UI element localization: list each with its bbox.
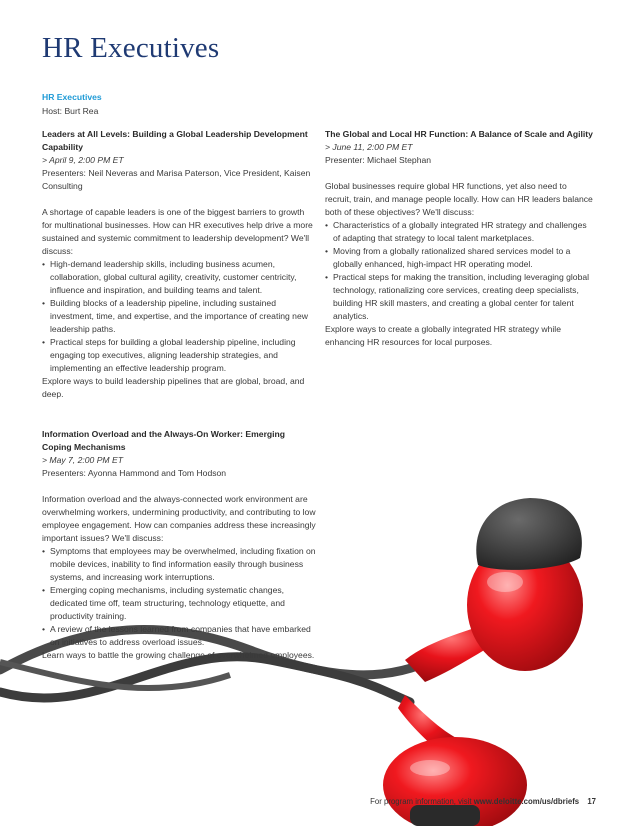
session-date: > April 9, 2:00 PM ET — [42, 155, 124, 165]
footer-link[interactable]: www.deloitte.com/us/dbriefs — [473, 797, 580, 806]
bullet-list — [325, 219, 595, 323]
footer — [370, 797, 596, 806]
page-title: HR Executives — [42, 32, 220, 64]
earbud-highlight — [487, 572, 523, 592]
list-item: • Practical steps for building a global leadership pipeline, including engaging top executives, aligning leadership strategies, and implementing an effective leadership program. — [42, 336, 316, 375]
session-leadership — [42, 128, 316, 401]
list-item: • Emerging coping mechanisms, including systematic changes, dedicated time off, team structuring, technology etiquette, and productivity training. — [42, 584, 316, 623]
left-column — [42, 128, 316, 676]
list-item: • High-demand leadership skills, including business acumen, collaboration, global cultural agility, creativity, customer centricity, influence and inspiration, and building teams and talent. — [42, 258, 316, 297]
session-closing: Explore ways to create a globally integrated HR strategy while enhancing HR resources for local purposes. — [325, 324, 561, 347]
host-line: Host: Burt Rea — [42, 106, 99, 116]
list-item: • Building blocks of a leadership pipeline, including sustained investment, time, and expertise, and the importance of creating new leadership paths. — [42, 297, 316, 336]
session-title: Leaders at All Levels: Building a Global Leadership Development Capability — [42, 129, 308, 152]
session-title: The Global and Local HR Function: A Balance of Scale and Agility — [325, 129, 593, 139]
bullet-list — [42, 545, 316, 649]
session-presenters: Presenter: Michael Stephan — [325, 155, 432, 165]
session-presenters: Presenters: Neil Neveras and Marisa Paterson, Vice President, Kaisen Consulting — [42, 168, 311, 191]
session-information-overload — [42, 428, 316, 662]
footer-text: For program information, visit — [370, 797, 472, 806]
earbud-highlight — [410, 760, 450, 776]
session-intro: Information overload and the always-connected work environment are overwhelming workers, undermining productivity, and contributing to low employee engagement. How can companies address these increasingly important issues? We'll discuss: — [42, 494, 316, 543]
list-item: • Symptoms that employees may be overwhelmed, including fixation on mobile devices, inability to find information easily through business systems, and increasing work interruptions. — [42, 545, 316, 584]
session-date: > May 7, 2:00 PM ET — [42, 455, 123, 465]
session-closing: Learn ways to battle the growing challenge of overwhelmed employees. — [42, 650, 315, 660]
list-item: • A review of the lessons learned from companies that have embarked on initiatives to address overload issues. — [42, 623, 316, 649]
session-date: > June 11, 2:00 PM ET — [325, 142, 413, 152]
session-intro: Global businesses require global HR functions, yet also need to recruit, train, and manage people locally. How can HR leaders balance both of these objectives? We'll discuss: — [325, 181, 593, 217]
session-title: Information Overload and the Always-On Worker: Emerging Coping Mechanisms — [42, 429, 286, 452]
bullet-list — [42, 258, 316, 375]
section-label: HR Executives — [42, 92, 102, 102]
list-item: • Characteristics of a globally integrated HR strategy and challenges of adapting that strategy to local talent marketplaces. — [325, 219, 595, 245]
page-number: 17 — [587, 797, 596, 806]
right-column — [325, 128, 595, 363]
session-closing: Explore ways to build leadership pipelines that are global, broad, and deep. — [42, 376, 305, 399]
ear-tip — [476, 498, 582, 570]
session-global-local-hr — [325, 128, 595, 349]
list-item: • Moving from a globally rationalized shared services model to a globally enhanced, high-impact HR operating model. — [325, 245, 595, 271]
session-presenters: Presenters: Ayonna Hammond and Tom Hodson — [42, 468, 227, 478]
ear-tip — [410, 805, 480, 826]
list-item: • Practical steps for making the transition, including leveraging global technology, rationalizing core services, creating deep specialists, building HR skill masters, and creating a global center for talent analytics. — [325, 271, 595, 323]
session-intro: A shortage of capable leaders is one of the biggest barriers to growth for multinational businesses. How can HR executives help drive a more sustained and systemic commitment to leadership development? We'll discuss: — [42, 207, 313, 256]
